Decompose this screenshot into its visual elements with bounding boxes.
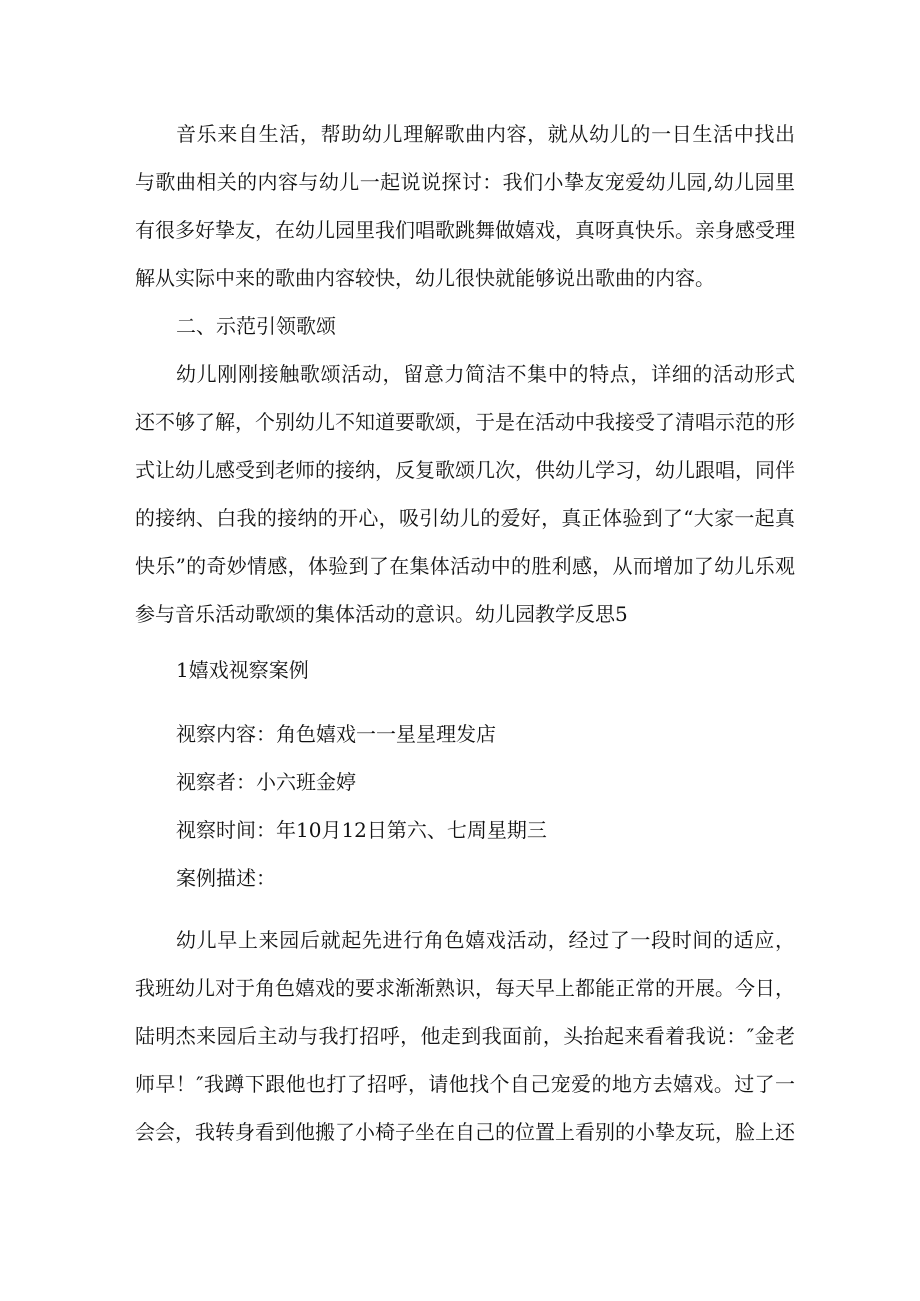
- paragraph-1-line-3: 有很多好挚友，在幼儿园里我们唱歌跳舞做嬉戏，真呀真快乐。亲身感受理: [135, 218, 795, 242]
- paragraph-1-line-4: 解从实际中来的歌曲内容较快，幼儿很快就能够说出歌曲的内容。: [135, 266, 715, 290]
- paragraph-2-line-2: 还不够了解，个别幼儿不知道要歌颂，于是在活动中我接受了清唱示范的形: [135, 410, 795, 434]
- paragraph-1-line-1: 音乐来自生活，帮助幼儿理解歌曲内容，就从幼儿的一日生活中找出: [176, 122, 795, 146]
- paragraph-2-line-6: 参与音乐活动歌颂的集体活动的意识。幼儿园教学反思5: [135, 602, 628, 626]
- observer: 视察者：小六班金婷: [176, 770, 356, 794]
- observation-content: 视察内容：角色嬉戏一一星星理发店: [176, 722, 496, 746]
- paragraph-2-line-4: 的接纳、白我的接纳的开心，吸引幼儿的爱好，真正体验到了“大家一起真: [135, 506, 795, 530]
- paragraph-3-line-2: 我班幼儿对于角色嬉戏的要求渐渐熟识，每天早上都能正常的开展。今日，: [135, 976, 795, 1000]
- paragraph-3-line-4: 师早！″我蹲下跟他也打了招呼，请他找个自己宠爱的地方去嬉戏。过了一: [135, 1072, 795, 1096]
- paragraph-3-line-1: 幼儿早上来园后就起先进行角色嬉戏活动，经过了一段时间的适应，: [176, 928, 795, 952]
- paragraph-2-line-3: 式让幼儿感受到老师的接纳，反复歌颂几次，供幼儿学习，幼儿跟唱，同伴: [135, 458, 795, 482]
- paragraph-2-line-1: 幼儿刚刚接触歌颂活动，留意力简洁不集中的特点，详细的活动形式: [176, 362, 795, 386]
- paragraph-2-line-5: 快乐”的奇妙情感，体验到了在集体活动中的胜利感，从而增加了幼儿乐观: [135, 554, 795, 578]
- section-heading: 二、示范引领歌颂: [176, 314, 336, 338]
- case-description-label: 案例描述：: [176, 866, 276, 890]
- case-title: 1嬉戏视察案例: [176, 658, 309, 682]
- paragraph-1-line-2: 与歌曲相关的内容与幼儿一起说说探讨：我们小挚友宠爱幼儿园,幼儿园里: [135, 170, 795, 194]
- paragraph-3-line-3: 陆明杰来园后主动与我打招呼，他走到我面前，头抬起来看着我说：″金老: [135, 1024, 795, 1048]
- observation-time: 视察时间：年10月12日第六、七周星期三: [176, 818, 547, 842]
- paragraph-3-line-5: 会会，我转身看到他搬了小椅子坐在自己的位置上看别的小挚友玩，脸上还: [135, 1120, 795, 1144]
